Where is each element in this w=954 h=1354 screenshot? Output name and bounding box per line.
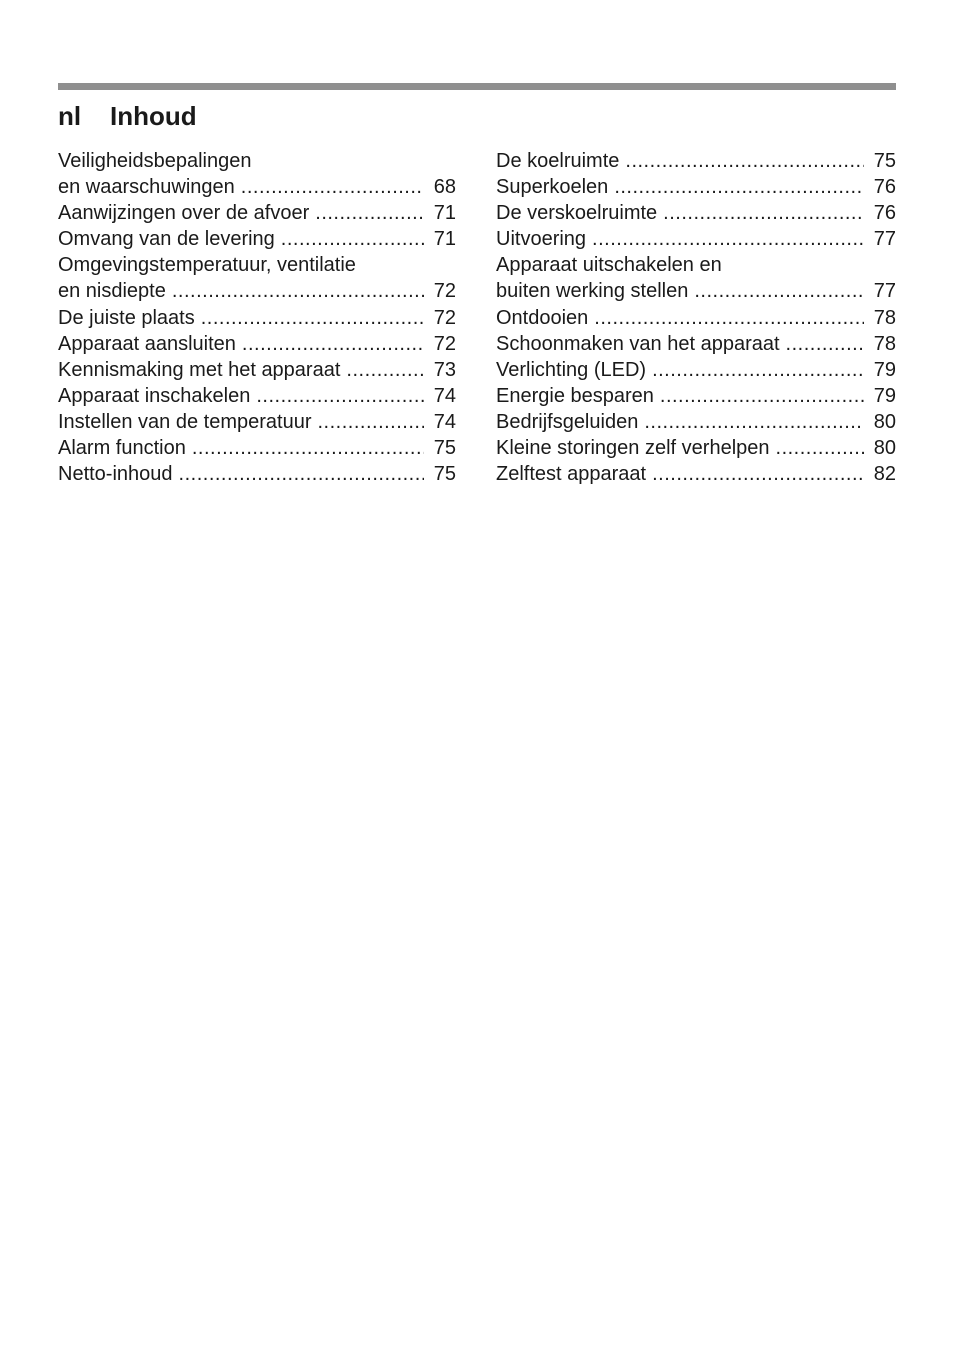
toc-entry[interactable] — [496, 435, 896, 461]
dot-leader — [241, 174, 424, 200]
toc-entry[interactable] — [58, 278, 456, 304]
toc-entry[interactable] — [58, 435, 456, 461]
toc-entry-page-number: 74 — [433, 384, 456, 407]
toc-entry[interactable] — [58, 409, 456, 435]
toc-entry[interactable] — [496, 409, 896, 435]
toc-entry-page-number: 78 — [873, 306, 896, 329]
toc-entry-page-number: 72 — [433, 280, 456, 303]
toc-entry[interactable] — [496, 278, 896, 304]
dot-leader — [652, 461, 864, 487]
toc-entry-label: Aanwijzingen over de afvoer — [58, 202, 310, 225]
toc-entry-label: Verlichting (LED) — [496, 358, 647, 381]
toc-entry-label: Schoonmaken van het apparaat — [496, 332, 780, 355]
toc-entry-label: Ontdooien — [496, 306, 589, 329]
toc-entry[interactable] — [496, 383, 896, 409]
toc-entry-label: Energie besparen — [496, 384, 654, 407]
toc-entry-label: Bedrijfsgeluiden — [496, 410, 639, 433]
toc-entry-page-number: 78 — [873, 332, 896, 355]
dot-leader — [594, 305, 863, 331]
dot-leader — [192, 435, 424, 461]
dot-leader — [201, 305, 424, 331]
dot-leader — [786, 331, 864, 357]
toc-entry[interactable] — [58, 461, 456, 487]
toc-entry-label: De koelruimte — [496, 150, 620, 172]
toc-entry-page-number: 80 — [873, 437, 896, 460]
toc-entry-label: Alarm function — [58, 437, 186, 460]
dot-leader — [256, 383, 423, 409]
toc-entry-label: De juiste plaats — [58, 306, 195, 329]
language-code: nl — [58, 101, 82, 131]
toc-entry-label: De verskoelruimte — [496, 202, 658, 225]
toc-entry-page-number: 71 — [433, 202, 456, 225]
toc-column-right — [496, 148, 896, 487]
toc-entry-title-line: Apparaat uitschakelen en — [496, 254, 722, 277]
toc-entry[interactable] — [58, 357, 456, 383]
toc-entry-label: en waarschuwingen — [58, 176, 235, 199]
toc-entry-page-number: 72 — [433, 332, 456, 355]
toc-entry-label: buiten werking stellen — [496, 280, 689, 303]
toc-entry-label: Zelftest apparaat — [496, 463, 647, 486]
toc-entry-page-number: 75 — [433, 437, 456, 460]
toc-entry-title-line: Omgevingstemperatuur, ventilatie — [58, 254, 356, 277]
toc-entry-page-number: 76 — [873, 202, 896, 225]
toc-entry[interactable] — [58, 226, 456, 252]
dot-leader — [179, 461, 424, 487]
header-rule — [58, 83, 896, 90]
toc-entry-page-number: 82 — [873, 463, 896, 486]
toc-entry[interactable] — [496, 331, 896, 357]
toc-entry[interactable] — [58, 305, 456, 331]
page-heading — [58, 100, 197, 132]
dot-leader — [614, 174, 863, 200]
toc-entry-label: Kennismaking met het apparaat — [58, 358, 341, 381]
dot-leader — [776, 435, 864, 461]
toc-entry-page-number: 80 — [873, 410, 896, 433]
dot-leader — [315, 200, 423, 226]
dot-leader — [694, 278, 863, 304]
toc-entry-label: Apparaat inschakelen — [58, 384, 251, 407]
dot-leader — [281, 226, 424, 252]
toc-entry[interactable] — [496, 200, 896, 226]
dot-leader — [318, 409, 424, 435]
page-title: Inhoud — [110, 101, 197, 131]
dot-leader — [625, 148, 863, 174]
toc-entry-label: Netto-inhoud — [58, 463, 173, 486]
toc-entry-label: Instellen van de temperatuur — [58, 410, 312, 433]
toc-entry-page-number: 76 — [873, 176, 896, 199]
toc-entry-page-number: 75 — [433, 463, 456, 486]
toc-entry-page-number: 71 — [433, 228, 456, 251]
toc-entry-page-number: 68 — [433, 176, 456, 199]
toc-entry-title-line: Veiligheidsbepalingen — [58, 150, 252, 172]
toc-entry-page-number: 77 — [873, 228, 896, 251]
toc-entry-page-number: 75 — [873, 150, 896, 172]
toc-entry-page-number: 79 — [873, 358, 896, 381]
toc-entry[interactable] — [58, 331, 456, 357]
dot-leader — [652, 357, 864, 383]
dot-leader — [663, 200, 864, 226]
dot-leader — [644, 409, 863, 435]
toc-entry-page-number: 72 — [433, 306, 456, 329]
toc-entry[interactable] — [58, 383, 456, 409]
toc-entry[interactable] — [496, 305, 896, 331]
dot-leader — [242, 331, 424, 357]
toc-entry-label: Omvang van de levering — [58, 228, 275, 251]
toc-entry[interactable] — [58, 200, 456, 226]
dot-leader — [346, 357, 423, 383]
toc-entry-label: Apparaat aansluiten — [58, 332, 236, 355]
toc-entry-page-number: 77 — [873, 280, 896, 303]
toc-entry-label: Uitvoering — [496, 228, 587, 251]
toc-entry-page-number: 79 — [873, 384, 896, 407]
toc-entry-page-number: 73 — [433, 358, 456, 381]
toc-entry[interactable] — [496, 174, 896, 200]
toc-entry[interactable] — [496, 461, 896, 487]
toc-entry-label: Kleine storingen zelf verhelpen — [496, 437, 770, 460]
toc-entry[interactable] — [496, 226, 896, 252]
dot-leader — [660, 383, 864, 409]
toc-entry-label: en nisdiepte — [58, 280, 166, 303]
dot-leader — [592, 226, 864, 252]
toc-entry[interactable] — [496, 148, 896, 174]
toc-entry[interactable] — [58, 174, 456, 200]
dot-leader — [172, 278, 424, 304]
toc-column-left — [58, 148, 456, 487]
toc-entry-page-number: 74 — [433, 410, 456, 433]
toc-entry[interactable] — [496, 357, 896, 383]
toc-entry-label: Superkoelen — [496, 176, 609, 199]
